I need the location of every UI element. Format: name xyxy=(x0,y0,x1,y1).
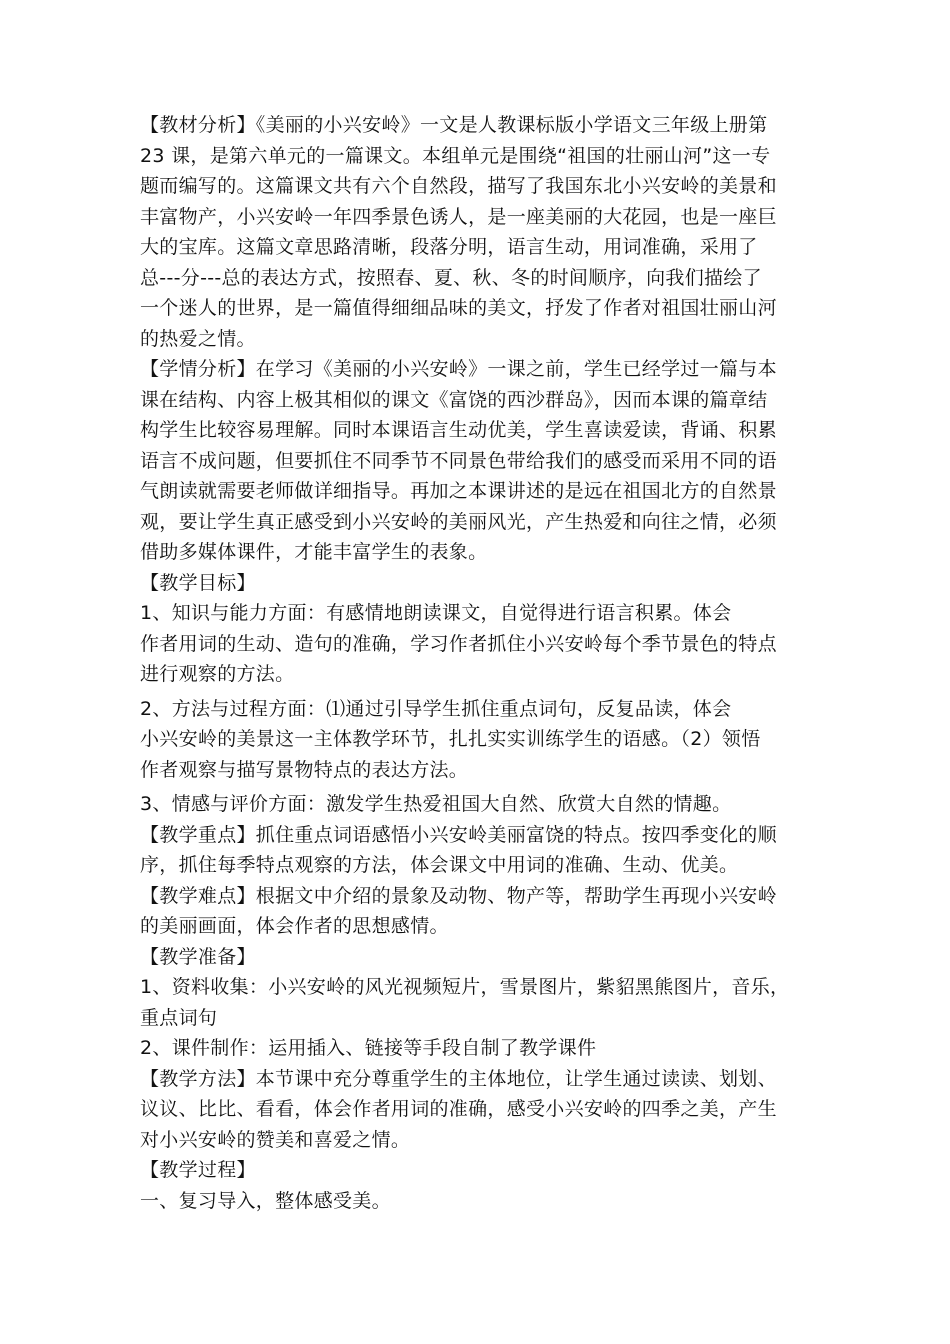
text-line: 题而编写的。这篇课文共有六个自然段，描写了我国东北小兴安岭的美景和 xyxy=(140,175,777,197)
text-line: 对小兴安岭的赞美和喜爱之情。 xyxy=(140,1128,411,1151)
text-line: 总---分---总的表达方式，按照春、夏、秋、冬的时间顺序，向我们描绘了 xyxy=(140,266,762,289)
text-line: 观，要让学生真正感受到小兴安岭的美丽风光，产生热爱和向往之情，必须 xyxy=(140,510,777,533)
text-line: 【教材分析】《美丽的小兴安岭》一文是人教课标版小学语文三年级上册第 xyxy=(140,114,768,136)
text-line: 的美丽画面，体会作者的思想感情。 xyxy=(140,915,449,937)
text-line: 23 课，是第六单元的一篇课文。本组单元是围绕“祖国的壮丽山河”这一专 xyxy=(140,144,771,167)
text-line: 一个迷人的世界，是一篇值得细细品味的美文，抒发了作者对祖国壮丽山河 xyxy=(140,297,777,319)
section-heading: 【教学过程】 xyxy=(140,1159,256,1181)
text-line: 2、课件制作：运用插入、链接等手段自制了教学课件 xyxy=(140,1037,597,1059)
text-line: 3、情感与评价方面：激发学生热爱祖国大自然、欣赏大自然的情趣。 xyxy=(140,793,732,815)
text-line: 小兴安岭的美景这一主体教学环节，扎扎实实训练学生的语感。（2）领悟 xyxy=(140,728,761,750)
text-line: 借助多媒体课件，才能丰富学生的表象。 xyxy=(140,541,488,563)
text-line: 一、复习导入，整体感受美。 xyxy=(140,1189,391,1212)
text-line: 丰富物产，小兴安岭一年四季景色诱人，是一座美丽的大花园，也是一座巨 xyxy=(140,205,777,228)
text-line: 【学情分析】在学习《美丽的小兴安岭》一课之前，学生已经学过一篇与本 xyxy=(140,358,777,380)
text-line: 大的宝库。这篇文章思路清晰，段落分明，语言生动，用词准确，采用了 xyxy=(140,236,758,258)
text-line: 重点词句 xyxy=(140,1006,218,1029)
text-line: 【教学重点】抓住重点词语感悟小兴安岭美丽富饶的特点。按四季变化的顺 xyxy=(140,823,777,846)
text-line: 【教学难点】根据文中介绍的景象及动物、物产等，帮助学生再现小兴安岭 xyxy=(140,884,777,907)
text-line: 语言不成问题，但要抓住不同季节不同景色带给我们的感受而采用不同的语 xyxy=(140,449,777,472)
text-line: 的热爱之情。 xyxy=(140,327,256,350)
text-line: 作者用词的生动、造句的准确，学习作者抓住小兴安岭每个季节景色的特点 xyxy=(140,632,777,655)
section-heading: 【教学目标】 xyxy=(140,571,256,594)
text-line: 【教学方法】本节课中充分尊重学生的主体地位，让学生通过读读、划划、 xyxy=(140,1067,777,1090)
text-line: 构学生比较容易理解。同时本课语言生动优美，学生喜读爱读，背诵、积累 xyxy=(140,419,777,441)
text-line: 1、知识与能力方面：有感情地朗读课文，自觉得进行语言积累。体会 xyxy=(140,602,732,624)
text-line: 1、资料收集：小兴安岭的风光视频短片，雪景图片，紫貂黑熊图片，音乐， xyxy=(140,976,790,998)
text-line: 进行观察的方法。 xyxy=(140,663,295,685)
text-line: 气朗读就需要老师做详细指导。再加之本课讲述的是远在祖国北方的自然景 xyxy=(140,480,777,502)
text-line: 议议、比比、看看，体会作者用词的准确，感受小兴安岭的四季之美，产生 xyxy=(140,1098,777,1120)
text-line: 作者观察与描写景物特点的表达方法。 xyxy=(140,758,469,781)
text-line: 2、方法与过程方面：⑴通过引导学生抓住重点词句，反复品读，体会 xyxy=(140,697,732,720)
text-line: 课在结构、内容上极其相似的课文《富饶的西沙群岛》，因而本课的篇章结 xyxy=(140,388,768,411)
document-body xyxy=(140,110,840,1216)
text-line: 序，抓住每季特点观察的方法，体会课文中用词的准确、生动、优美。 xyxy=(140,854,739,876)
section-heading: 【教学准备】 xyxy=(140,945,256,968)
